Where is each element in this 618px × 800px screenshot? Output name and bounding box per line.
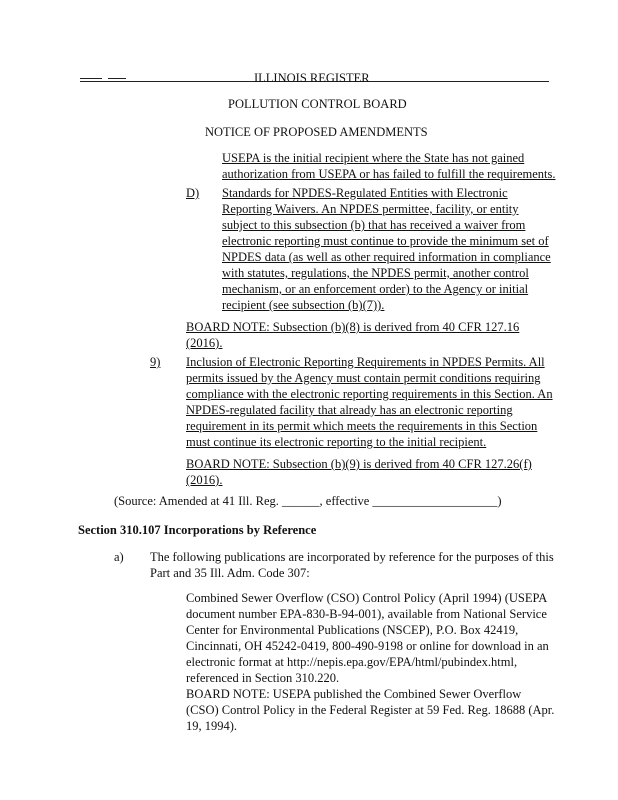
board-title: POLLUTION CONTROL BOARD [228,97,407,111]
cso-line: BOARD NOTE: USEPA published the Combined Sewer Overflow [186,687,522,701]
cso-line: referenced in Section 310.220. [186,671,340,685]
cont-line: USEPA is the initial recipient where the State has not gained [222,151,525,165]
item-d-line: Standards for NPDES-Regulated Entities with Electronic [222,186,508,200]
section-heading: Section 310.107 Incorporations by Reference [78,523,317,537]
register-title: ILLINOIS REGISTER [254,71,370,85]
cso-line: Cincinnati, OH 45242-0419, 800-490-9198 or online for download in an [186,639,549,653]
source-note: (Source: Amended at 41 Ill. Reg. ______, effective ____________________) [114,494,502,508]
item-d-label: D) [186,186,200,200]
item-d-line: Reporting Waivers. An NPDES permittee, facility, or entity [222,202,519,216]
item-9-label: 9) [150,355,161,369]
item-9-line: requirement in its permit which meets the requirements in this Section [186,419,538,433]
cso-line: Center for Environmental Publications (NSCEP), P.O. Box 42419, [186,623,519,637]
item-9-line: must continue its electronic reporting to the initial recipient. [186,435,487,449]
board-note-line: BOARD NOTE: Subsection (b)(9) is derived from 40 CFR 127.26(f) [186,457,532,471]
cont-line: authorization from USEPA or has failed to fulfill the requirements. [222,167,556,181]
header-rule-stub [80,78,102,79]
item-d-line: mechanism, or an enforcement order) to the Agency or initial [222,282,529,296]
item-9-line: permits issued by the Agency must contain permit conditions requiring [186,371,541,385]
item-a-line: Part and 35 Ill. Adm. Code 307: [150,566,310,580]
item-9-line: NPDES-regulated facility that already has an electronic reporting [186,403,513,417]
cso-line: electronic format at http://nepis.epa.gov/EPA/html/pubindex.html, [186,655,518,669]
board-note-line: BOARD NOTE: Subsection (b)(8) is derived from 40 CFR 127.16 [186,320,520,334]
item-d-line: subject to this subsection (b) that has received a waiver from [222,218,526,232]
item-9-line: compliance with the electronic reporting requirements in this Section. An [186,387,553,401]
cso-line: document number EPA-830-B-94-001), available from National Service [186,607,547,621]
notice-title: NOTICE OF PROPOSED AMENDMENTS [205,125,428,139]
cso-line: 19, 1994). [186,719,238,733]
item-a-line: The following publications are incorporated by reference for the purposes of this [150,550,554,564]
board-note-line: (2016). [186,473,223,487]
item-d-line: NPDES data (as well as other required information in compliance [222,250,551,264]
item-d-line: recipient (see subsection (b)(7)). [222,298,385,312]
cso-line: (CSO) Control Policy in the Federal Register at 59 Fed. Reg. 18688 (Apr. [186,703,555,717]
item-9-line: Inclusion of Electronic Reporting Requirements in NPDES Permits. All [186,355,545,369]
item-a-label: a) [114,550,124,564]
item-d-line: electronic reporting must continue to provide the minimum set of [222,234,549,248]
board-note-line: (2016). [186,336,223,350]
item-d-line: with statutes, regulations, the NPDES permit, another control [222,266,529,280]
cso-line: Combined Sewer Overflow (CSO) Control Policy (April 1994) (USEPA [186,591,548,605]
header-rule-stub [108,78,126,79]
